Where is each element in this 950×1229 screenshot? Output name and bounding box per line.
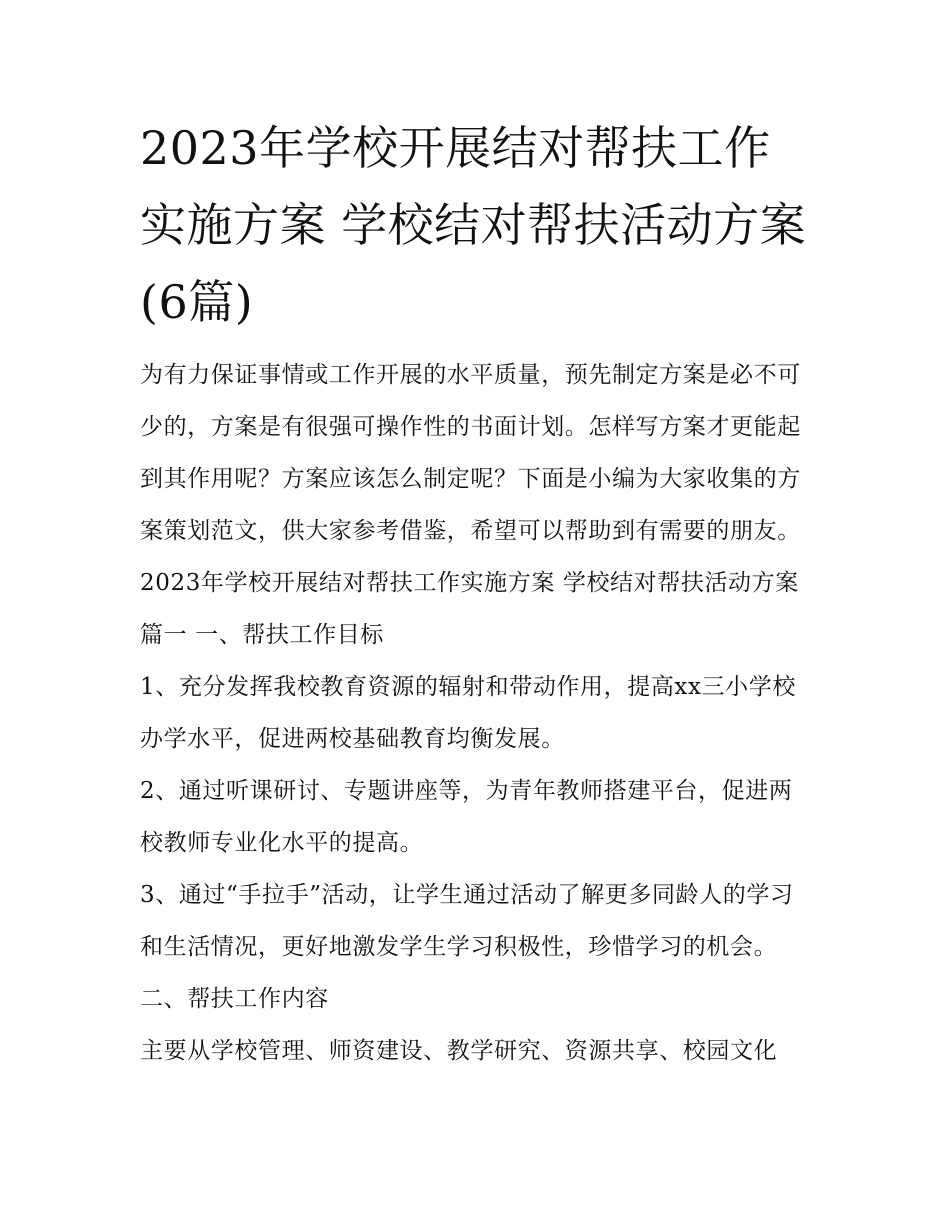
document-body	[140, 349, 812, 1077]
goal-item-2: 2、通过听课研讨、专题讲座等，为青年教师搭建平台，促进两校教师专业化水平的提高。	[140, 778, 793, 856]
section-heading-paragraph: 2023年学校开展结对帮扶工作实施方案 学校结对帮扶活动方案篇一 一、帮扶工作目标	[140, 570, 799, 648]
intro-paragraph: 为有力保证事情或工作开展的水平质量，预先制定方案是必不可少的，方案是有很强可操作性的书面计划。怎样写方案才更能起到其作用呢？方案应该怎么制定呢？下面是小编为大家收集的方案策划范文，供大家参考借鉴，希望可以帮助到有需要的朋友。	[140, 362, 801, 544]
document-title: 2023年学校开展结对帮扶工作实施方案 学校结对帮扶活动方案(6篇)	[140, 121, 807, 329]
content-paragraph: 主要从学校管理、师资建设、教学研究、资源共享、校园文化	[140, 1038, 778, 1064]
document-content	[140, 110, 812, 1077]
goal-item-3: 3、通过“手拉手”活动，让学生通过活动了解更多同龄人的学习和生活情况，更好地激发学生学习积极性，珍惜学习的机会。 二、帮扶工作内容	[140, 882, 794, 1012]
goal-item-1: 1、充分发挥我校教育资源的辐射和带动作用，提高xx三小学校办学水平，促进两校基础教育均衡发展。	[140, 674, 796, 752]
